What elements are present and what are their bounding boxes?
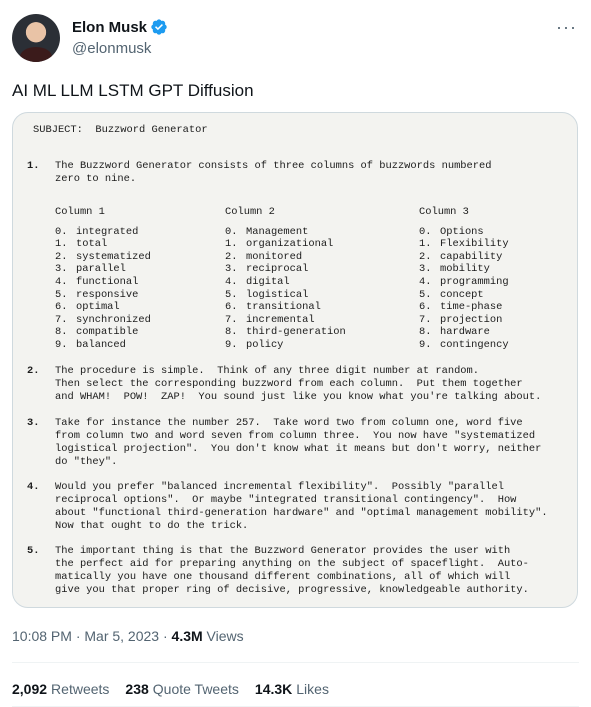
doc-p1-line: The Buzzword Generator consists of three columns of buzzwords numbered xyxy=(55,160,492,172)
views-label: Views xyxy=(202,628,244,644)
tweet-text: AI ML LLM LSTM GPT Diffusion xyxy=(12,81,254,100)
buzzword: concept xyxy=(440,288,484,301)
buzzword: parallel xyxy=(76,263,126,276)
buzzword: capability xyxy=(440,250,503,263)
doc-num-3: 3. xyxy=(27,417,40,429)
quotes-stat[interactable] xyxy=(125,681,239,697)
buzzword: integrated xyxy=(76,225,139,238)
quotes-count: 238 xyxy=(125,681,149,697)
doc-p1-line: zero to nine. xyxy=(55,173,137,185)
doc-p4-line: Now that ought to do the trick. xyxy=(55,520,249,532)
likes-stat[interactable] xyxy=(255,681,329,697)
doc-column-3: Column 3 0. Options 1. Flexibility 2. capability 3. mobility 4. programming 5. concept 6. time-phase 7. projection 8. hardware 9. contingency xyxy=(419,206,509,351)
buzzword: reciprocal xyxy=(246,263,309,276)
buzzword: monitored xyxy=(246,250,303,263)
buzzword: time-phase xyxy=(440,301,503,314)
views-count: 4.3M xyxy=(171,628,203,644)
doc-p5-line: the perfect aid for preparing anything on the subject of spaceflight. Auto- xyxy=(55,558,529,570)
doc-p5-line: The important thing is that the Buzzword Generator provides the user with xyxy=(55,545,511,557)
buzzword: balanced xyxy=(76,338,126,351)
buzzword-document xyxy=(13,113,577,607)
likes-label: Likes xyxy=(296,681,329,697)
tweet-metadata xyxy=(12,628,244,644)
buzzword: mobility xyxy=(440,263,490,276)
buzzword: transitional xyxy=(246,301,321,314)
buzzword: programming xyxy=(440,275,509,288)
more-options-icon[interactable]: ··· xyxy=(556,17,577,37)
buzzword: policy xyxy=(246,338,284,351)
doc-p5-line: give you that proper ring of decisive, progressive, knowledgeable authority. xyxy=(55,584,529,596)
doc-column-1: Column 1 0. integrated 1. total 2. systematized 3. parallel 4. functional 5. responsive 6. optimal 7. synchronized 8. compatible 9. balanced xyxy=(55,206,151,351)
divider xyxy=(12,662,579,663)
retweets-stat[interactable] xyxy=(12,681,109,697)
buzzword: Flexibility xyxy=(440,238,509,251)
buzzword: logistical xyxy=(246,288,309,301)
column-header: Column 2 xyxy=(225,206,275,218)
buzzword: total xyxy=(76,238,108,251)
buzzword: responsive xyxy=(76,288,139,301)
buzzword: systematized xyxy=(76,250,151,263)
tweet-media-image[interactable] xyxy=(12,112,578,608)
author-handle[interactable]: @elonmusk xyxy=(72,40,152,57)
doc-p2-line: The procedure is simple. Think of any three digit number at random. xyxy=(55,365,480,377)
doc-p3-line: from column two and word seven from column three. You now have "systematized xyxy=(55,430,536,442)
buzzword: synchronized xyxy=(76,313,151,326)
doc-column-2: Column 2 0. Management 1. organizational 2. monitored 3. reciprocal 4. digital 5. logistical 6. transitional 7. incremental 8. third-generation 9. policy xyxy=(225,206,346,351)
likes-count: 14.3K xyxy=(254,681,293,697)
doc-p4-line: reciprocal options". Or maybe "integrated transitional contingency". How xyxy=(55,494,517,506)
buzzword: incremental xyxy=(246,313,315,326)
buzzword: optimal xyxy=(76,301,120,314)
doc-p4-line: Would you prefer "balanced incremental flexibility". Possibly "parallel xyxy=(55,481,504,493)
column-header: Column 1 xyxy=(55,206,105,218)
retweets-label: Retweets xyxy=(51,681,110,697)
buzzword: Options xyxy=(440,225,484,238)
buzzword: hardware xyxy=(440,326,490,339)
quotes-label: Quote Tweets xyxy=(152,681,239,697)
buzzword: compatible xyxy=(76,326,139,339)
retweets-count: 2,092 xyxy=(12,681,48,697)
engagement-stats xyxy=(12,681,329,697)
doc-p4-line: about "functional third-generation hardware" and "optimal management mobility". xyxy=(55,507,548,519)
buzzword: projection xyxy=(440,313,503,326)
tweet-header xyxy=(12,12,579,64)
doc-subject: SUBJECT: Buzzword Generator xyxy=(33,124,208,136)
doc-p3-line: do "they". xyxy=(55,456,118,468)
doc-p3-line: Take for instance the number 257. Take word two from column one, word five xyxy=(55,417,523,429)
doc-p2-line: and WHAM! POW! ZAP! You sound just like you know what you're talking about. xyxy=(55,391,542,403)
avatar[interactable] xyxy=(12,14,60,62)
author-name[interactable]: Elon Musk xyxy=(72,18,148,36)
doc-num-5: 5. xyxy=(27,545,40,557)
doc-num-4: 4. xyxy=(27,481,40,493)
buzzword: third-generation xyxy=(246,326,346,339)
doc-p5-line: matically you have one thousand different combinations, all of which will xyxy=(55,571,511,583)
doc-num-2: 2. xyxy=(27,365,40,377)
verified-badge-icon xyxy=(150,18,168,36)
buzzword: functional xyxy=(76,275,139,288)
buzzword: digital xyxy=(246,275,290,288)
timestamp[interactable]: 10:08 PM · Mar 5, 2023 · xyxy=(12,628,172,644)
doc-p2-line: Then select the corresponding buzzword from each column. Put them together xyxy=(55,378,523,390)
buzzword: contingency xyxy=(440,338,509,351)
column-header: Column 3 xyxy=(419,206,469,218)
doc-p3-line: logistical projection". You don't know what it means but don't worry, neither xyxy=(55,443,542,455)
buzzword: organizational xyxy=(246,238,334,251)
buzzword: Management xyxy=(246,225,309,238)
doc-num-1: 1. xyxy=(27,160,40,172)
author-name-row[interactable] xyxy=(72,18,168,36)
